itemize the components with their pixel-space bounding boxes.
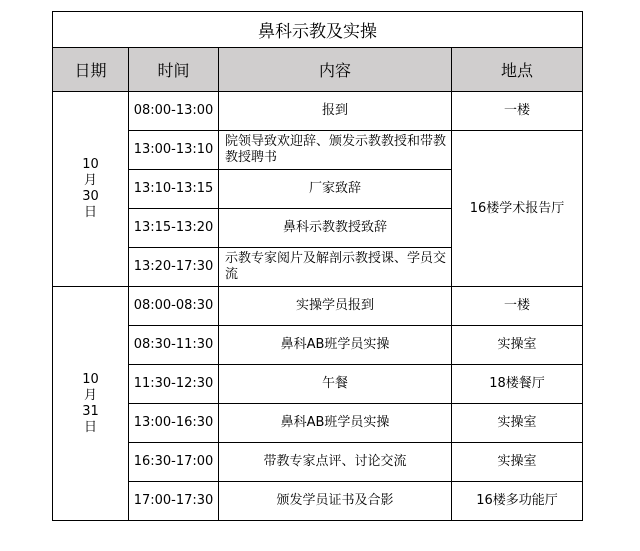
time-cell: 17:00-17:30 — [129, 482, 219, 521]
date-line: 10 — [82, 157, 99, 172]
table-row — [53, 326, 583, 365]
location-cell: 实操室 — [452, 404, 583, 443]
header-location: 地点 — [452, 48, 583, 92]
time-cell: 13:10-13:15 — [129, 170, 219, 209]
time-cell: 13:00-16:30 — [129, 404, 219, 443]
header-row — [53, 48, 583, 92]
table-row — [53, 287, 583, 326]
content-cell: 示教专家阅片及解剖示教授课、学员交流 — [219, 248, 452, 287]
content-cell: 鼻科AB班学员实操 — [219, 326, 452, 365]
time-cell: 13:00-13:10 — [129, 131, 219, 170]
table-row — [53, 365, 583, 404]
schedule-table — [52, 11, 583, 521]
table-row — [53, 404, 583, 443]
date-cell-oct-30 — [53, 92, 129, 287]
content-cell: 鼻科AB班学员实操 — [219, 404, 452, 443]
table-row — [53, 131, 583, 170]
time-cell: 13:15-13:20 — [129, 209, 219, 248]
date-line: 月 — [83, 387, 97, 403]
date-line: 月 — [83, 173, 97, 188]
location-cell: 18楼餐厅 — [452, 365, 583, 404]
content-cell: 带教专家点评、讨论交流 — [219, 443, 452, 482]
time-cell: 08:00-13:00 — [129, 92, 219, 131]
table-title: 鼻科示教及实操 — [53, 12, 583, 48]
content-cell: 颁发学员证书及合影 — [219, 482, 452, 521]
location-cell: 实操室 — [452, 326, 583, 365]
time-cell: 08:00-08:30 — [129, 287, 219, 326]
date-line: 日 — [83, 205, 97, 220]
content-cell: 实操学员报到 — [219, 287, 452, 326]
content-cell: 报到 — [219, 92, 452, 131]
location-cell: 16楼多功能厅 — [452, 482, 583, 521]
location-cell: 16楼学术报告厅 — [452, 131, 583, 287]
table-row — [53, 92, 583, 131]
content-cell: 午餐 — [219, 365, 452, 404]
time-cell: 13:20-17:30 — [129, 248, 219, 287]
header-content: 内容 — [219, 48, 452, 92]
date-line: 日 — [83, 419, 97, 435]
date-cell-oct-31 — [53, 287, 129, 521]
location-cell: 实操室 — [452, 443, 583, 482]
table-row — [53, 482, 583, 521]
date-line: 10 — [82, 371, 99, 387]
date-line: 30 — [82, 189, 99, 204]
date-line: 31 — [82, 403, 99, 419]
time-cell: 11:30-12:30 — [129, 365, 219, 404]
time-cell: 08:30-11:30 — [129, 326, 219, 365]
header-date: 日期 — [53, 48, 129, 92]
table-row — [53, 443, 583, 482]
content-cell: 院领导致欢迎辞、颁发示教教授和带教教授聘书 — [219, 131, 452, 170]
header-time: 时间 — [129, 48, 219, 92]
location-cell: 一楼 — [452, 287, 583, 326]
location-cell: 一楼 — [452, 92, 583, 131]
content-cell: 鼻科示教教授致辞 — [219, 209, 452, 248]
content-cell: 厂家致辞 — [219, 170, 452, 209]
time-cell: 16:30-17:00 — [129, 443, 219, 482]
